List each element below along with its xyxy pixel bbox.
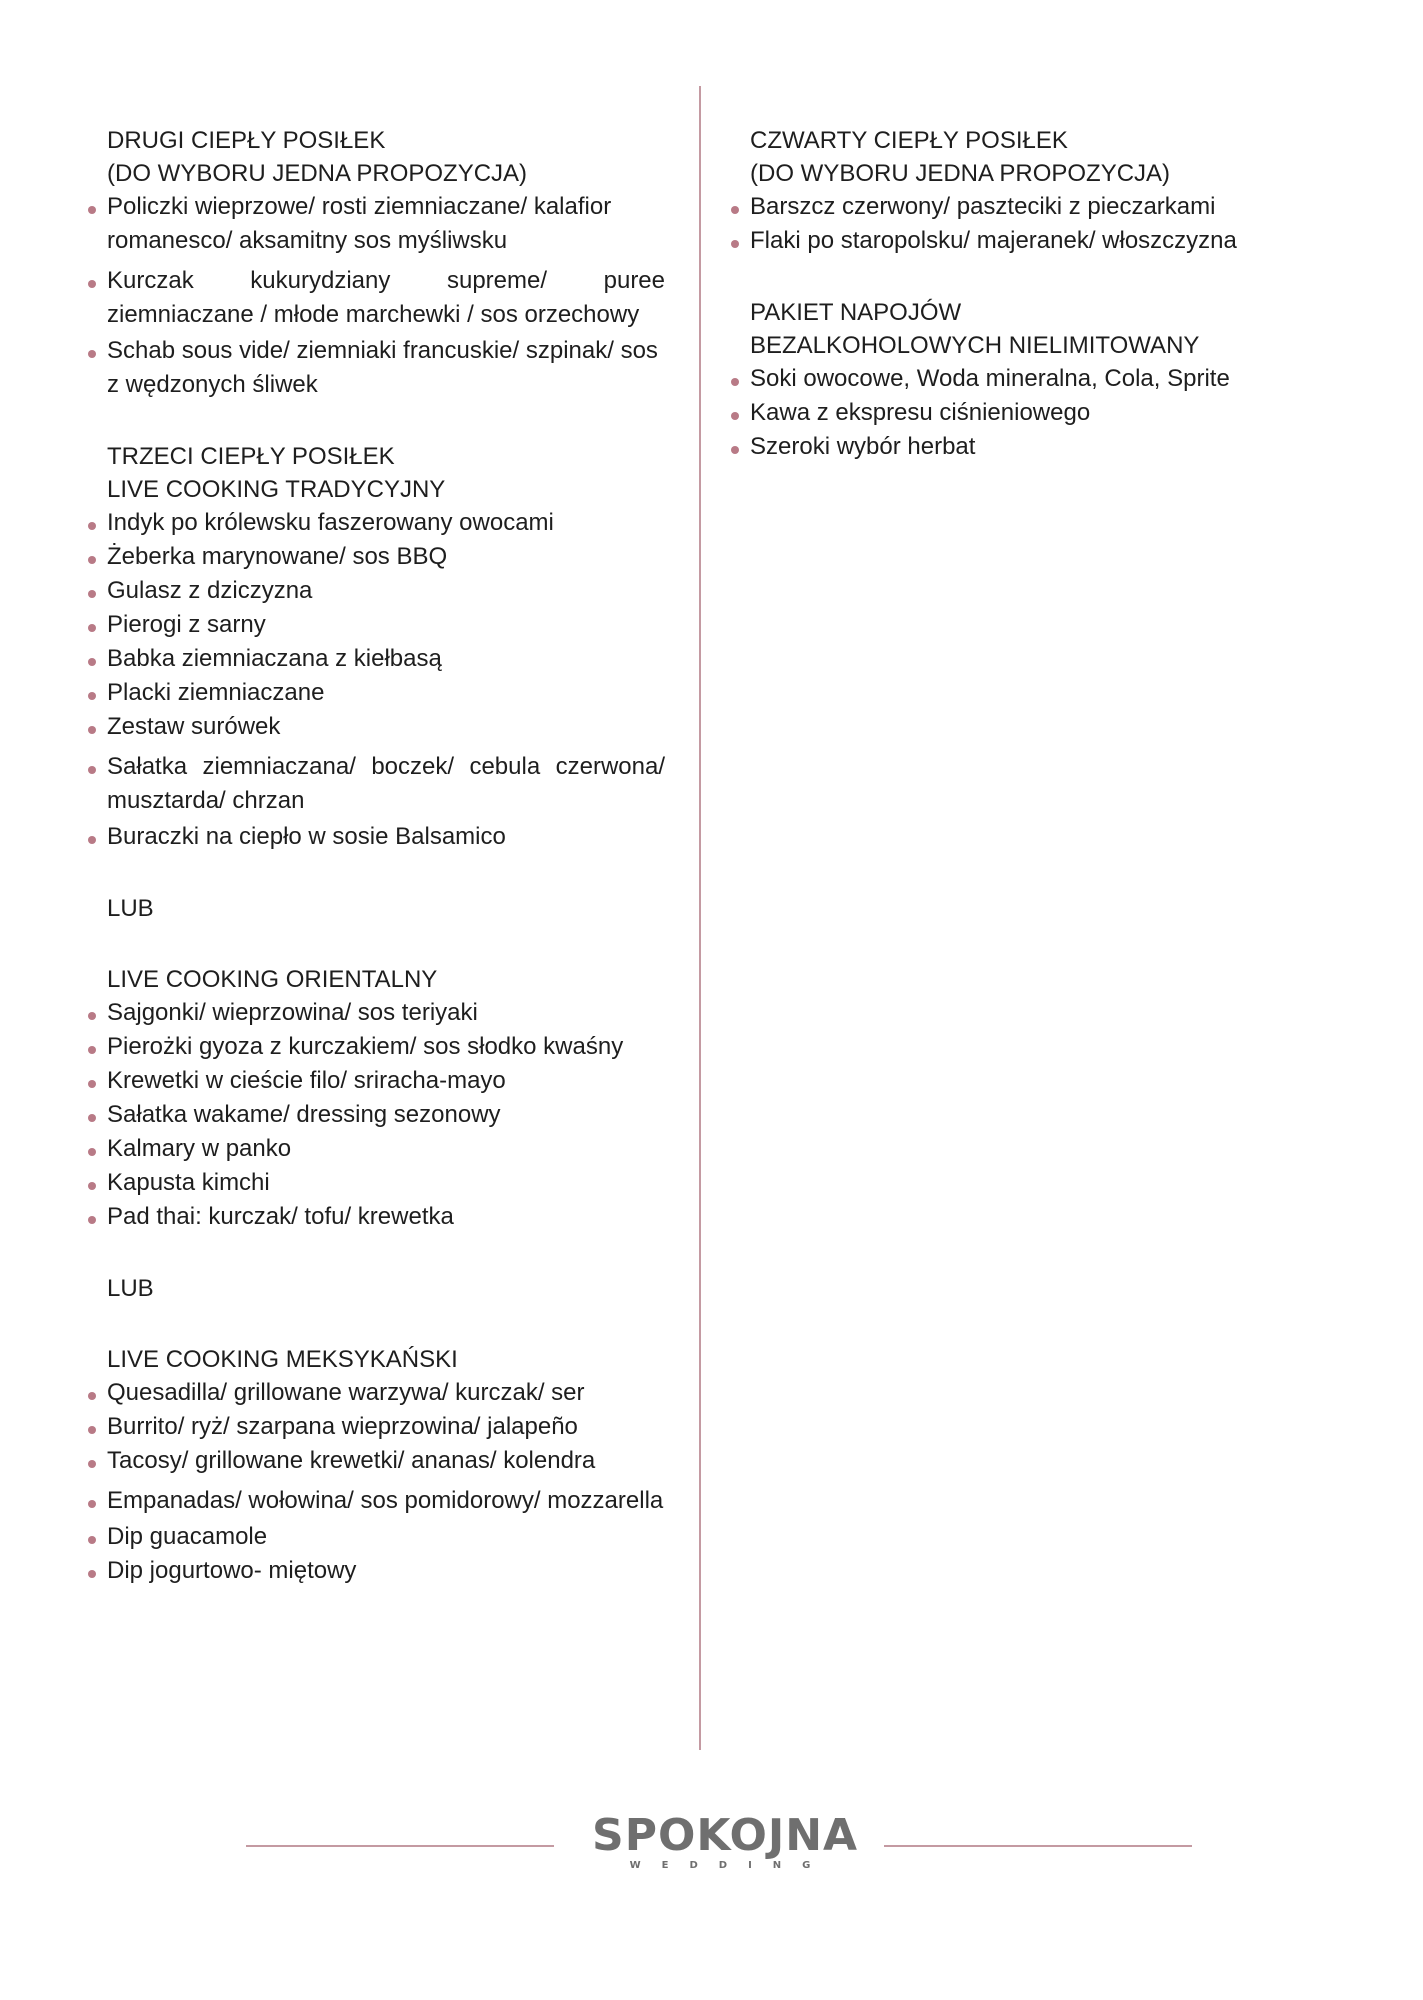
section-subtitle: (DO WYBORU JEDNA PROPOZYCJA) — [107, 160, 528, 187]
or-separator: LUB — [107, 895, 154, 922]
or-separator: LUB — [107, 1275, 154, 1302]
list-item: Indyk po królewsku faszerowany owocami — [107, 506, 665, 540]
left-column — [107, 124, 665, 1626]
menu-list — [107, 506, 665, 854]
list-item: Pierożki gyoza z kurczakiem/ sos słodko kwaśny — [107, 1030, 665, 1064]
list-item: Kapusta kimchi — [107, 1166, 665, 1200]
list-item: Szeroki wybór herbat — [750, 430, 1310, 464]
list-item: Barszcz czerwony/ paszteciki z pieczarkami — [750, 190, 1310, 224]
list-item: Kalmary w panko — [107, 1132, 665, 1166]
section-title: TRZECI CIEPŁY POSIŁEK — [107, 443, 395, 470]
menu-list — [107, 190, 665, 402]
logo-tagline: WEDDING — [629, 1860, 832, 1871]
list-item: Policzki wieprzowe/ rosti ziemniaczane/ kalafior romanesco/ aksamitny sos myśliwsku — [107, 190, 665, 258]
list-item: Buraczki na ciepło w sosie Balsamico — [107, 820, 665, 854]
menu-list — [107, 996, 665, 1234]
list-item: Sałatka wakame/ dressing sezonowy — [107, 1098, 665, 1132]
section-title: DRUGI CIEPŁY POSIŁEK — [107, 127, 386, 154]
list-item: Burrito/ ryż/ szarpana wieprzowina/ jalapeño — [107, 1410, 665, 1444]
section-title: LIVE COOKING MEKSYKAŃSKI — [107, 1346, 458, 1373]
list-item: Krewetki w cieście filo/ sriracha-mayo — [107, 1064, 665, 1098]
list-item: Żeberka marynowane/ sos BBQ — [107, 540, 665, 574]
column-divider — [699, 86, 701, 1750]
right-column — [750, 124, 1310, 502]
list-item: Zestaw surówek — [107, 710, 665, 744]
list-item: Babka ziemniaczana z kiełbasą — [107, 642, 665, 676]
footer-rule-left — [246, 1845, 554, 1847]
list-item: Dip guacamole — [107, 1520, 665, 1554]
section-drugi — [107, 124, 665, 402]
list-item: Pierogi z sarny — [107, 608, 665, 642]
section-meksykanski — [107, 1343, 665, 1588]
section-title: CZWARTY CIEPŁY POSIŁEK — [750, 127, 1068, 154]
list-item: Quesadilla/ grillowane warzywa/ kurczak/ ser — [107, 1376, 665, 1410]
brand-logo — [592, 1810, 859, 1872]
list-item: Dip jogurtowo- miętowy — [107, 1554, 665, 1588]
menu-list — [107, 1376, 665, 1588]
section-czwarty — [750, 124, 1310, 258]
list-item: Kurczak kukurydziany supreme/ puree ziemniaczane / młode marchewki / sos orzechowy — [107, 264, 665, 332]
menu-list — [750, 362, 1310, 464]
section-subtitle: BEZALKOHOLOWYCH NIELIMITOWANY — [750, 332, 1200, 359]
footer — [0, 1812, 1423, 1882]
logo-wordmark: SPOKOJNA — [592, 1810, 859, 1861]
list-item: Pad thai: kurczak/ tofu/ krewetka — [107, 1200, 665, 1234]
section-orientalny — [107, 963, 665, 1234]
list-item: Kawa z ekspresu ciśnieniowego — [750, 396, 1310, 430]
footer-rule-right — [884, 1845, 1192, 1847]
list-item: Sajgonki/ wieprzowina/ sos teriyaki — [107, 996, 665, 1030]
list-item: Sałatka ziemniaczana/ boczek/ cebula czerwona/ musztarda/ chrzan — [107, 750, 665, 818]
list-item: Placki ziemniaczane — [107, 676, 665, 710]
list-item: Schab sous vide/ ziemniaki francuskie/ szpinak/ sos z wędzonych śliwek — [107, 334, 665, 402]
list-item: Tacosy/ grillowane krewetki/ ananas/ kolendra — [107, 1444, 665, 1478]
section-title: PAKIET NAPOJÓW — [750, 299, 962, 326]
list-item: Flaki po staropolsku/ majeranek/ włoszczyzna — [750, 224, 1310, 258]
menu-list — [750, 190, 1310, 258]
list-item: Gulasz z dziczyzna — [107, 574, 665, 608]
section-napoje — [750, 296, 1310, 464]
section-subtitle: LIVE COOKING TRADYCYJNY — [107, 476, 446, 503]
section-subtitle: (DO WYBORU JEDNA PROPOZYCJA) — [750, 160, 1171, 187]
list-item: Empanadas/ wołowina/ sos pomidorowy/ mozzarella — [107, 1484, 665, 1518]
list-item: Soki owocowe, Woda mineralna, Cola, Sprite — [750, 362, 1310, 396]
section-trzeci — [107, 440, 665, 854]
section-title: LIVE COOKING ORIENTALNY — [107, 966, 438, 993]
